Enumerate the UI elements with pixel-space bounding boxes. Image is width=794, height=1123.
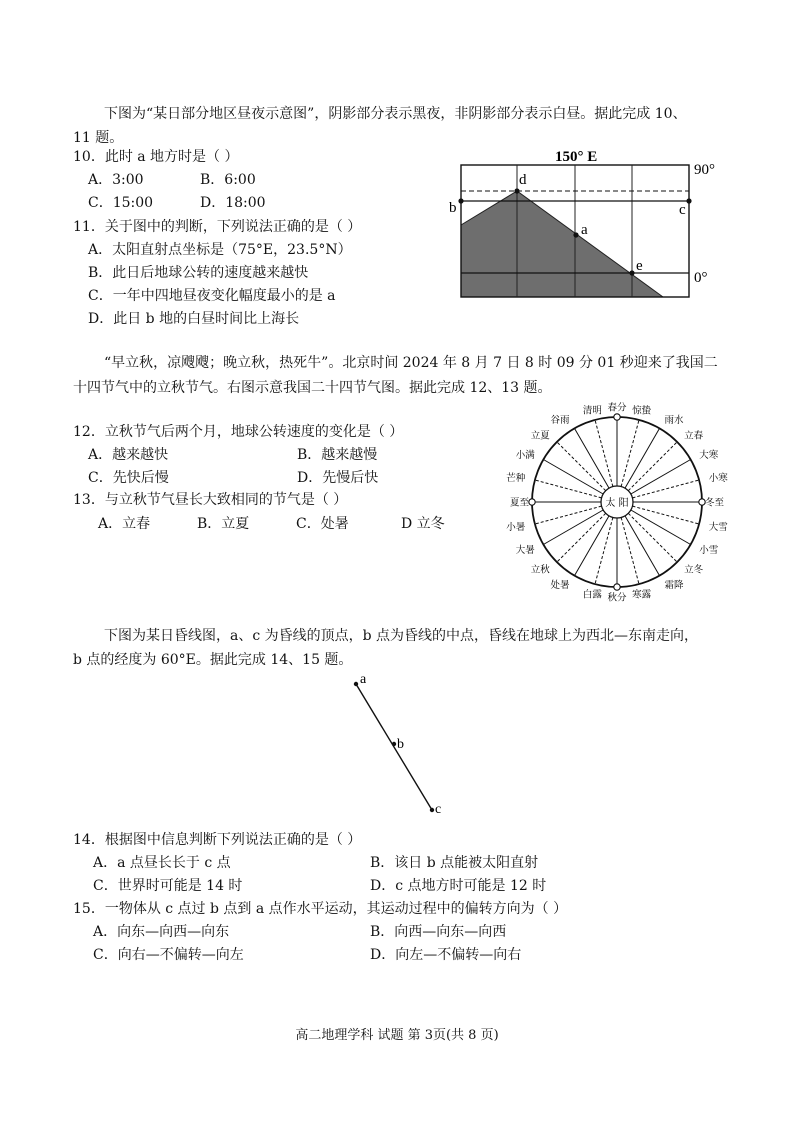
q15-option-d[interactable]: D．向左—不偏转—向右 bbox=[370, 947, 522, 963]
point-b bbox=[392, 742, 396, 746]
solar-term-label: 冬至 bbox=[705, 497, 725, 509]
q13-option-b[interactable]: B．立夏 bbox=[197, 516, 250, 532]
q13-stem: 13．与立秋节气昼长大致相同的节气是（ ） bbox=[73, 492, 348, 508]
solar-term-label: 小寒 bbox=[708, 472, 728, 484]
point-a bbox=[573, 232, 578, 237]
q11-option-d[interactable]: D．此日 b 地的白昼时间比上海长 bbox=[88, 311, 300, 327]
solar-term-label: 白露 bbox=[582, 589, 602, 601]
q11-option-c[interactable]: C．一年中四地昼夜变化幅度最小的是 a bbox=[88, 288, 336, 304]
solar-term-label: 秋分 bbox=[607, 592, 627, 604]
solar-term-label: 立秋 bbox=[530, 564, 550, 576]
q14-option-d[interactable]: D．c 点地方时可能是 12 时 bbox=[370, 878, 547, 894]
q11-option-b[interactable]: B．此日后地球公转的速度越来越快 bbox=[88, 265, 309, 281]
spoke-line bbox=[595, 517, 613, 584]
solar-terms-figure bbox=[497, 400, 737, 605]
solar-term-label: 立夏 bbox=[530, 430, 550, 442]
intro-3-line2: b 点的经度为 60°E。据此完成 14、15 题。 bbox=[73, 652, 353, 668]
q13-option-d[interactable]: D 立冬 bbox=[401, 516, 445, 532]
spoke-line bbox=[557, 513, 606, 562]
q15-option-c[interactable]: C．向右—不偏转—向左 bbox=[93, 947, 244, 963]
solar-term-label: 惊蛰 bbox=[632, 405, 652, 417]
spoke-line bbox=[625, 516, 660, 576]
q14-stem: 14．根据图中信息判断下列说法正确的是（ ） bbox=[73, 832, 362, 848]
q10-stem: 10．此时 a 地方时是（ ） bbox=[73, 149, 239, 165]
lat-90-label: 90° bbox=[694, 162, 715, 178]
spoke-line bbox=[631, 510, 691, 545]
meridian-label: 150° E bbox=[555, 149, 598, 165]
solar-term-label: 夏至 bbox=[509, 497, 529, 509]
intro-2-line2: 十四节气中的立秋节气。右图示意我国二十四节气图。据此完成 12、13 题。 bbox=[73, 380, 552, 396]
q12-option-d[interactable]: D．先慢后快 bbox=[297, 470, 379, 486]
q11-option-a[interactable]: A．太阳直射点坐标是（75°E，23.5°N） bbox=[88, 242, 352, 258]
q15-option-b[interactable]: B．向西—向东—向西 bbox=[370, 924, 507, 940]
day-night-figure bbox=[445, 142, 735, 302]
spoke-line bbox=[628, 442, 677, 491]
night-shadow-area bbox=[461, 191, 663, 297]
point-e bbox=[629, 270, 634, 275]
spoke-line bbox=[621, 517, 639, 584]
point-d bbox=[514, 188, 519, 193]
spoke-line bbox=[535, 480, 602, 498]
solar-term-label: 大寒 bbox=[699, 450, 719, 461]
label-e: e bbox=[636, 258, 643, 274]
page-footer: 高二地理学科 试题 第 3页(共 8 页) bbox=[295, 1028, 499, 1043]
q12-stem: 12．立秋节气后两个月，地球公转速度的变化是（ ） bbox=[73, 424, 404, 440]
intro-1-line2: 11 题。 bbox=[73, 130, 124, 146]
spoke-line bbox=[557, 442, 606, 491]
equinox-solstice-node bbox=[614, 584, 620, 590]
intro-1-line1: 下图为“某日部分地区昼夜示意图”，阴影部分表示黑夜，非阴影部分表示白昼。据此完成 10、 bbox=[104, 106, 687, 122]
q14-option-b[interactable]: B．该日 b 点能被太阳直射 bbox=[370, 855, 539, 871]
solar-term-label: 小雪 bbox=[699, 545, 719, 556]
solar-term-label: 霜降 bbox=[664, 579, 684, 591]
spoke-line bbox=[575, 516, 610, 576]
label-a: a bbox=[581, 222, 588, 238]
q15-option-a[interactable]: A．向东—向西—向东 bbox=[93, 924, 230, 940]
label-c: c bbox=[435, 802, 442, 817]
equinox-solstice-node bbox=[614, 414, 620, 420]
solar-term-label: 芒种 bbox=[506, 472, 526, 484]
solar-term-label: 立冬 bbox=[684, 564, 704, 576]
solar-term-label: 立春 bbox=[684, 430, 704, 442]
q10-option-c[interactable]: C．15:00 bbox=[88, 195, 154, 211]
point-b bbox=[458, 198, 463, 203]
solar-term-label: 大暑 bbox=[515, 545, 535, 556]
label-b: b bbox=[397, 737, 404, 752]
q14-option-c[interactable]: C．世界时可能是 14 时 bbox=[93, 878, 243, 894]
dusk-line-figure bbox=[340, 668, 450, 818]
q10-option-a[interactable]: A．3:00 bbox=[88, 172, 144, 188]
q10-option-b[interactable]: B．6:00 bbox=[200, 172, 256, 188]
spoke-line bbox=[575, 428, 610, 488]
q12-option-c[interactable]: C．先快后慢 bbox=[88, 470, 169, 486]
dusk-line bbox=[356, 684, 432, 810]
spoke-line bbox=[595, 420, 613, 487]
spoke-line bbox=[535, 506, 602, 524]
solar-term-label: 清明 bbox=[582, 405, 602, 417]
spoke-line bbox=[543, 510, 603, 545]
spoke-line bbox=[543, 460, 603, 495]
q12-option-b[interactable]: B．越来越慢 bbox=[297, 447, 378, 463]
intro-3-line1: 下图为某日昏线图，a、c 为昏线的顶点，b 点为昏线的中点，昏线在地球上为西北—东南走向， bbox=[104, 628, 699, 644]
point-a bbox=[354, 682, 358, 686]
spoke-line bbox=[631, 460, 691, 495]
label-d: d bbox=[519, 172, 527, 188]
solar-term-label: 寒露 bbox=[632, 589, 652, 601]
point-c bbox=[430, 808, 434, 812]
q13-option-a[interactable]: A．立春 bbox=[98, 516, 151, 532]
spoke-line bbox=[632, 506, 699, 524]
solar-term-label: 处暑 bbox=[550, 579, 570, 591]
intro-2-line1: “早立秋，凉飕飕；晚立秋，热死牛”。北京时间 2024 年 8 月 7 日 8 时 09 分 01 秒迎来了我国二 bbox=[104, 355, 718, 371]
label-b: b bbox=[449, 200, 457, 216]
label-a: a bbox=[360, 672, 367, 687]
q13-option-c[interactable]: C．处暑 bbox=[296, 516, 349, 532]
equinox-solstice-node bbox=[699, 499, 705, 505]
sun-label: 太 阳 bbox=[605, 498, 629, 509]
label-c: c bbox=[679, 202, 686, 218]
q10-option-d[interactable]: D．18:00 bbox=[200, 195, 266, 211]
spoke-line bbox=[625, 428, 660, 488]
spoke-line bbox=[628, 513, 677, 562]
solar-term-label: 谷雨 bbox=[550, 415, 570, 427]
lat-0-label: 0° bbox=[694, 270, 708, 286]
q12-option-a[interactable]: A．越来越快 bbox=[88, 447, 169, 463]
q15-stem: 15．一物体从 c 点过 b 点到 a 点作水平运动，其运动过程中的偏转方向为（ ） bbox=[73, 901, 568, 917]
spoke-line bbox=[621, 420, 639, 487]
equinox-solstice-node bbox=[529, 499, 535, 505]
solar-term-label: 大雪 bbox=[708, 522, 728, 534]
solar-term-label: 小暑 bbox=[506, 522, 526, 534]
spoke-line bbox=[632, 480, 699, 498]
solar-term-label: 雨水 bbox=[664, 415, 684, 427]
point-c bbox=[686, 198, 691, 203]
solar-term-label: 春分 bbox=[607, 402, 627, 414]
q14-option-a[interactable]: A．a 点昼长长于 c 点 bbox=[93, 855, 231, 871]
q11-stem: 11．关于图中的判断，下列说法正确的是（ ） bbox=[73, 219, 362, 235]
solar-term-label: 小满 bbox=[515, 450, 535, 461]
